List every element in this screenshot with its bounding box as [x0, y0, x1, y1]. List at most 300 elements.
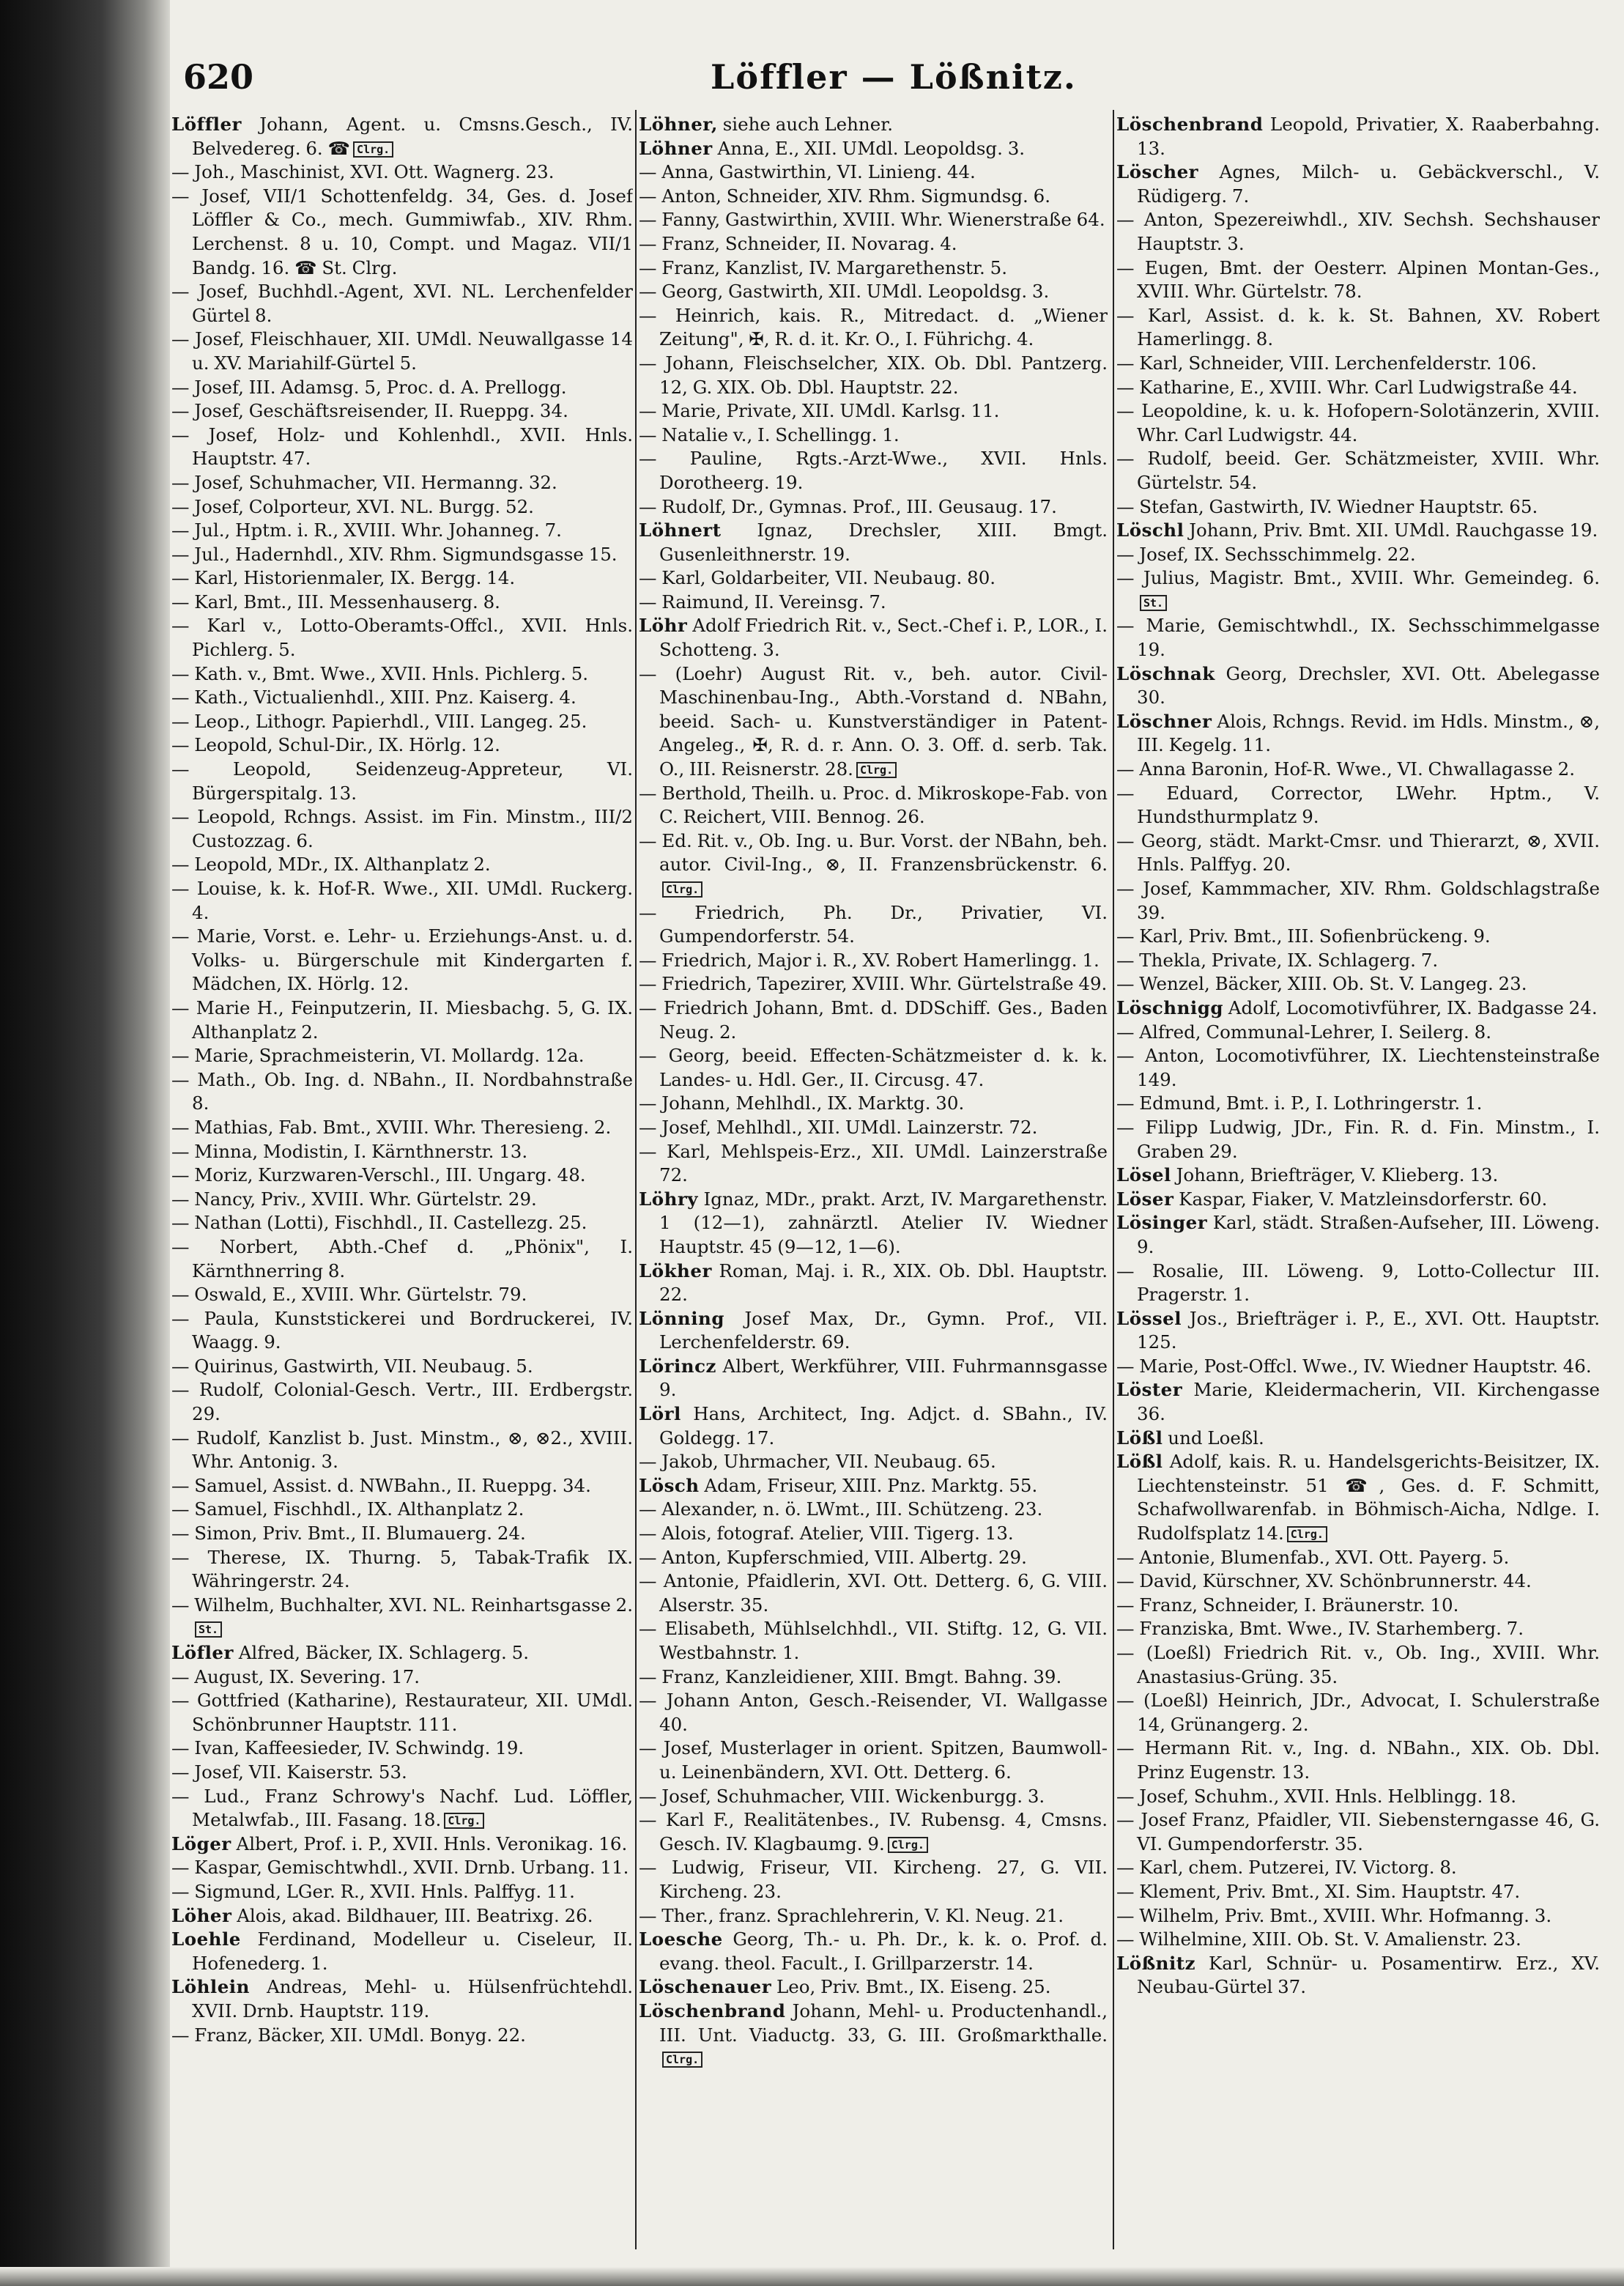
entry-text: Adam, Friseur, XIII. Pnz. Marktg. 55. [704, 1474, 1038, 1496]
entry-text: — (Loeßl) Friedrich Rit. v., Ob. Ing., XVIII. Whr. Anastasius-Grüng. 35. [1116, 1642, 1600, 1687]
directory-entry [171, 591, 633, 615]
entry-text: — Wilhelm, Priv. Bmt., XVIII. Whr. Hofmanng. 3. [1116, 1904, 1552, 1926]
entry-text: — Marie, Gemischtwhdl., IX. Sechsschimmelgasse 19. [1116, 615, 1600, 661]
directory-entry [639, 495, 1108, 519]
directory-entry [639, 1450, 1108, 1474]
directory-entry [171, 1904, 633, 1928]
entry-text: — Karl, Assist. d. k. k. St. Bahnen, XV. Robert Hamerlingg. 8. [1116, 304, 1600, 350]
entry-text: — Marie H., Feinputzerin, II. Miesbachg. 5, G. IX. Althanplatz 2. [171, 996, 633, 1043]
entry-text: — (Loeßl) Heinrich, JDr., Advocat, I. Schulerstraße 14, Grünangerg. 2. [1116, 1690, 1600, 1735]
entry-surname: Löhner [639, 137, 713, 159]
directory-entry [171, 1474, 633, 1498]
entry-text: Andreas, Mehl- u. Hülsenfrüchtehdl. XVII. Drnb. Hauptstr. 119. [192, 1976, 633, 2021]
entry-text: Alois, Rchngs. Revid. im Hdls. Minstm., ⊗, III. Kegelg. 11. [1137, 710, 1600, 756]
directory-entry [1116, 1689, 1600, 1736]
directory-entry [171, 1164, 633, 1188]
entry-text: — Filipp Ludwig, JDr., Fin. R. d. Fin. Minstm., I. Graben 29. [1116, 1116, 1600, 1162]
directory-entry [1116, 1307, 1600, 1355]
directory-entry [1116, 925, 1600, 949]
directory-entry [1116, 1569, 1600, 1594]
entry-text: — Karl, Schneider, VIII. Lerchenfelderstr. 106. [1116, 352, 1537, 374]
entry-surname: Löger [171, 1832, 231, 1854]
directory-entry [1116, 710, 1600, 758]
entry-text: Hans, Architect, Ing. Adjct. d. SBahn., IV. Goldegg. 17. [659, 1403, 1108, 1449]
entry-text: — August, IX. Severing. 17. [171, 1665, 420, 1687]
directory-entry [639, 1259, 1108, 1307]
entry-text: — Antonie, Pfaidlerin, XVI. Ott. Detterg. 6, G. VIII. Alserstr. 35. [639, 1570, 1108, 1616]
entry-text: Johann, Briefträger, V. Klieberg. 13. [1176, 1164, 1499, 1186]
entry-text: — Josef, Colporteur, XVI. NL. Burgg. 52. [171, 495, 534, 517]
entry-text: — Josef Franz, Pfaidler, VII. Siebensterngasse 46, G. VI. Gumpendorferstr. 35. [1116, 1809, 1600, 1854]
entry-text: — Leopold, Rchngs. Assist. im Fin. Minstm., III/2 Custozzag. 6. [171, 806, 633, 851]
entry-text: — Raimund, II. Vereinsg. 7. [639, 591, 886, 613]
page-header [183, 57, 1604, 108]
directory-entry [1116, 160, 1600, 208]
entry-text: — Johann, Fleischselcher, XIX. Ob. Dbl. Pantzerg. 12, G. XIX. Ob. Dbl. Hauptstr. 22. [639, 352, 1108, 398]
entry-text: — Rosalie, III. Löweng. 9, Lotto-Collectur III. Pragerstr. 1. [1116, 1259, 1600, 1306]
directory-entry [639, 1546, 1108, 1570]
entry-text: — Ludwig, Friseur, VII. Kircheng. 27, G. VII. Kircheng. 23. [639, 1857, 1108, 1902]
directory-entry [171, 113, 633, 160]
directory-entry [639, 113, 1108, 137]
entry-text: — Hermann Rit. v., Ing. d. NBahn., XIX. Ob. Dbl. Prinz Eugenstr. 13. [1116, 1737, 1600, 1783]
directory-entry [1116, 208, 1600, 256]
directory-entry [171, 805, 633, 853]
column-3 [1116, 113, 1600, 2252]
entry-surname: Löschenbrand [639, 2000, 786, 2021]
entry-text: — Fanny, Gastwirthin, XVIII. Whr. Wienerstraße 64. [639, 209, 1105, 231]
entry-surname: Loehle [171, 1928, 241, 1950]
entry-text: — Franz, Kanzlist, IV. Margarethenstr. 5. [639, 256, 1007, 278]
directory-entry [639, 1665, 1108, 1690]
entry-surname: Löhnert [639, 519, 722, 541]
directory-entry [639, 566, 1108, 591]
directory-entry [1116, 1617, 1600, 1641]
directory-entry [1116, 1880, 1600, 1904]
entry-text: — Minna, Modistin, I. Kärnthnerstr. 13. [171, 1140, 528, 1162]
entry-text: — Ivan, Kaffeesieder, IV. Schwindg. 19. [171, 1737, 524, 1759]
directory-entry [171, 1880, 633, 1904]
entry-text: — Anna, Gastwirthin, VI. Linieng. 44. [639, 161, 976, 183]
directory-entry [639, 1808, 1108, 1856]
entry-text: — Wilhelmine, XIII. Ob. St. V. Amalienstr. 23. [1116, 1928, 1521, 1950]
entry-surname: Lörl [639, 1403, 681, 1425]
directory-entry [171, 1355, 633, 1379]
directory-entry [639, 1498, 1108, 1522]
entry-text: Marie, Kleidermacherin, VII. Kirchengasse 36. [1137, 1379, 1600, 1425]
entry-text: — Rudolf, beeid. Ger. Schätzmeister, XVIII. Whr. Gürtelstr. 54. [1116, 448, 1600, 493]
entry-text: — Marie, Post-Offcl. Wwe., IV. Wiedner Hauptstr. 46. [1116, 1355, 1592, 1377]
directory-entry [639, 614, 1108, 662]
entry-text: — Johann Anton, Gesch.-Reisender, VI. Wallgasse 40. [639, 1690, 1108, 1735]
directory-entry [1116, 304, 1600, 352]
directory-entry [1116, 1785, 1600, 1809]
entry-text: Leopold, Privatier, X. Raaberbahng. 13. [1137, 114, 1600, 159]
entry-text: und Loeßl. [1168, 1427, 1264, 1449]
directory-entry [639, 519, 1108, 566]
directory-entry [639, 1785, 1108, 1809]
directory-entry [639, 1355, 1108, 1402]
entry-text: — Anna Baronin, Hof-R. Wwe., VI. Chwallagasse 2. [1116, 758, 1576, 780]
entry-text: — Eugen, Bmt. der Oesterr. Alpinen Montan-Ges., XVIII. Whr. Gürtelstr. 78. [1116, 256, 1600, 303]
entry-text: — Karl, Bmt., III. Messenhauserg. 8. [171, 591, 500, 613]
directory-entry [1116, 256, 1600, 304]
entry-text: — Sigmund, LGer. R., XVII. Hnls. Palffyg. 11. [171, 1880, 575, 1902]
entry-text: — Antonie, Blumenfab., XVI. Ott. Payerg. 5. [1116, 1546, 1510, 1568]
entry-surname: Löschenauer [639, 1976, 772, 1998]
directory-entry [171, 1235, 633, 1283]
directory-entry [1116, 543, 1600, 567]
directory-entry [639, 185, 1108, 209]
directory-entry [639, 2000, 1108, 2071]
directory-entry [1116, 1259, 1600, 1307]
directory-entry [171, 733, 633, 758]
entry-text: — Ther., franz. Sprachlehrerin, V. Kl. Neug. 21. [639, 1904, 1064, 1926]
entry-text: — Kath., Victualienhdl., XIII. Pnz. Kaiserg. 4. [171, 687, 576, 709]
entry-surname: Löschnak [1116, 662, 1215, 684]
entry-text: — Pauline, Rgts.-Arzt-Wwe., XVII. Hnls. Dorotheerg. 19. [639, 448, 1108, 493]
entry-text: — Franz, Bäcker, XII. UMdl. Bonyg. 22. [171, 2024, 526, 2046]
directory-entry [1116, 662, 1600, 710]
entry-text: — Josef, VII/1 Schottenfeldg. 34, Ges. d. Josef Löffler & Co., mech. Gummiwfab., XIV. Rhm. Lerchenst. 8 u. 10, Compt. und Magaz. VII/1 Bandg. 16. ☎ St. Clrg. [171, 185, 633, 278]
entry-surname: Löffler [171, 114, 242, 135]
entry-text: Georg, Th.- u. Ph. Dr., k. k. o. Prof. d. evang. theol. Facult., I. Grillparzerstr. 14. [659, 1928, 1108, 1974]
directory-entry [171, 1761, 633, 1785]
directory-entry [639, 901, 1108, 949]
entry-text: — Leopold, MDr., IX. Althanplatz 2. [171, 854, 491, 876]
directory-entry [1116, 495, 1600, 519]
directory-entry [639, 1928, 1108, 1975]
directory-entry [1116, 352, 1600, 376]
directory-entry [1116, 566, 1600, 614]
entry-text: Karl, städt. Straßen-Aufseher, III. Löweng. 9. [1137, 1212, 1600, 1257]
directory-entry [171, 2024, 633, 2048]
entry-text: — Joh., Maschinist, XVI. Ott. Wagnerg. 23. [171, 161, 555, 183]
directory-entry [171, 1283, 633, 1307]
entry-text: — Marie, Sprachmeisterin, VI. Mollardg. 12a. [171, 1045, 585, 1067]
entry-text: — Alexander, n. ö. LWmt., III. Schützeng. 23. [639, 1498, 1043, 1520]
directory-entry [1116, 1641, 1600, 1689]
entry-text: — Jul., Hadernhdl., XIV. Rhm. Sigmundsgasse 15. [171, 543, 618, 565]
directory-entry [171, 1832, 633, 1857]
entry-text: Anna, E., XII. UMdl. Leopoldsg. 3. [717, 137, 1026, 159]
directory-entry [171, 399, 633, 423]
entry-text: — Elisabeth, Mühlselchhdl., VII. Stiftg. 12, G. VII. Westbahnstr. 1. [639, 1618, 1108, 1663]
directory-entry [639, 1140, 1108, 1188]
entry-text: — Josef, Kammmacher, XIV. Rhm. Goldschlagstraße 39. [1116, 878, 1600, 923]
column-1 [171, 113, 633, 2252]
directory-entry [171, 376, 633, 400]
entry-surname: Lösinger [1116, 1212, 1208, 1234]
entry-text: — Wilhelm, Buchhalter, XVI. NL. Reinhartsgasse 2. [171, 1594, 633, 1616]
directory-entry [1116, 972, 1600, 996]
entry-surname: Löhlein [171, 1976, 250, 1998]
directory-entry [171, 686, 633, 710]
directory-entry [639, 1904, 1108, 1928]
entry-text: — Georg, Gastwirth, XII. UMdl. Leopoldsg. 3. [639, 281, 1050, 303]
entry-text: — Simon, Priv. Bmt., II. Blumauerg. 24. [171, 1523, 526, 1545]
directory-entry [639, 1689, 1108, 1736]
directory-entry [1116, 758, 1600, 782]
entry-text: Ferdinand, Modelleur u. Ciseleur, II. Hofenederg. 1. [192, 1928, 633, 1974]
entry-text: — Kaspar, Gemischtwhdl., XVII. Drnb. Urbang. 11. [171, 1857, 629, 1879]
entry-text: Albert, Prof. i. P., XVII. Hnls. Veronikag. 16. [236, 1832, 628, 1854]
entry-text: — Oswald, E., XVIII. Whr. Gürtelstr. 79. [171, 1284, 527, 1306]
directory-entry [1116, 113, 1600, 160]
directory-entry [639, 972, 1108, 996]
directory-entry [1116, 877, 1600, 925]
directory-entry [1116, 447, 1600, 495]
entry-text: — Samuel, Assist. d. NWBahn., II. Rueppg. 34. [171, 1474, 591, 1496]
directory-entry [171, 1498, 633, 1522]
directory-entry [171, 328, 633, 375]
entry-text: — Josef, Schuhmacher, VIII. Wickenburgg. 3. [639, 1785, 1045, 1807]
entry-text: — Anton, Locomotivführer, IX. Liechtensteinstraße 149. [1116, 1045, 1600, 1090]
directory-entry [1116, 1427, 1600, 1451]
directory-entry [639, 1569, 1108, 1617]
entry-text: — Friedrich, Major i. R., XV. Robert Hamerlingg. 1. [639, 949, 1100, 971]
directory-entry [171, 1689, 633, 1736]
directory-entry [639, 1116, 1108, 1140]
entry-text: — Josef, Geschäftsreisender, II. Rueppg. 34. [171, 400, 568, 422]
entry-surname: Lösch [639, 1474, 700, 1496]
directory-entry [171, 1044, 633, 1068]
directory-entry [639, 1044, 1108, 1092]
entry-surname: Löher [171, 1904, 232, 1926]
directory-entry [639, 1092, 1108, 1116]
directory-entry [639, 137, 1108, 161]
entry-surname: Lösel [1116, 1164, 1171, 1186]
directory-entry [639, 399, 1108, 423]
entry-text: — Josef, VII. Kaiserstr. 53. [171, 1761, 407, 1783]
directory-entry [639, 280, 1108, 304]
directory-entry [639, 949, 1108, 973]
entry-text: — Kath. v., Bmt. Wwe., XVII. Hnls. Pichlerg. 5. [171, 662, 589, 684]
directory-entry [1116, 1904, 1600, 1928]
entry-text: — Jakob, Uhrmacher, VII. Neubaug. 65. [639, 1451, 996, 1473]
directory-entry [1116, 1092, 1600, 1116]
entry-badge: Clrg. [353, 141, 393, 158]
directory-entry [171, 1665, 633, 1690]
entry-text: Ignaz, Drechsler, XIII. Bmgt. Gusenleithnerstr. 19. [659, 519, 1108, 565]
entry-text: — Georg, städt. Markt-Cmsr. und Thierarzt, ⊗, XVII. Hnls. Palffyg. 20. [1116, 829, 1600, 876]
directory-entry [639, 1736, 1108, 1784]
directory-entry [639, 1474, 1108, 1498]
entry-text: — Josef, IX. Sechsschimmelg. 22. [1116, 543, 1416, 565]
entry-surname: Lökher [639, 1259, 712, 1281]
directory-entry [639, 1522, 1108, 1546]
entry-text: — Julius, Magistr. Bmt., XVIII. Whr. Gemeindeg. 6. [1116, 567, 1600, 589]
directory-entry [639, 829, 1108, 901]
entry-text: — (Loehr) August Rit. v., beh. autor. Civil-Maschinenbau-Ing., Abth.-Vorstand d. NBahn, beeid. Sach- u. Kunstverständiger in Patent-Angeleg., ✠, R. d. r. Ann. O. 3. Off. d. serb. Tak. O., III. Reisnerstr. 28. [639, 662, 1108, 780]
entry-surname: Lörincz [639, 1355, 716, 1377]
directory-entry [171, 758, 633, 805]
entry-text: — Karl F., Realitätenbes., IV. Rubensg. 4, Cmsns. Gesch. IV. Klagbaumg. 9. [639, 1809, 1108, 1854]
book-spine-shadow [0, 0, 170, 2286]
entry-surname: Lößl [1116, 1427, 1163, 1449]
directory-entry [639, 1856, 1108, 1904]
entry-text: — Karl v., Lotto-Oberamts-Offcl., XVII. Hnls. Pichlerg. 5. [171, 615, 633, 661]
entry-text: — Klement, Priv. Bmt., XI. Sim. Hauptstr. 47. [1116, 1880, 1521, 1902]
entry-text: Adolf, kais. R. u. Handelsgerichts-Beisitzer, IX. Liechtensteinstr. 51 ☎, Ges. d. F. Schmitt, Schafwollwarenfab. in Böhmisch-Aicha, Ndlge. I. Rudolfsplatz 14. [1137, 1451, 1600, 1545]
directory-entry [1116, 1378, 1600, 1426]
entry-surname: Löhr [639, 615, 688, 637]
directory-entry [1116, 949, 1600, 973]
entry-text: — Berthold, Theilh. u. Proc. d. Mikroskope-Fab. von C. Reichert, VIII. Bennog. 26. [639, 782, 1108, 828]
entry-badge: Clrg. [662, 881, 702, 898]
entry-text: — Franz, Schneider, I. Bräunerstr. 10. [1116, 1594, 1459, 1616]
directory-entry [171, 853, 633, 877]
entry-text: Leo, Priv. Bmt., IX. Eiseng. 25. [776, 1976, 1051, 1998]
entry-text: Johann, Mehl- u. Productenhandl., III. Unt. Viaductg. 33, G. III. Großmarkthalle. [659, 2000, 1108, 2046]
entry-text: siehe auch Lehner. [722, 114, 894, 135]
entry-text: — Stefan, Gastwirth, IV. Wiedner Hauptstr. 65. [1116, 495, 1538, 517]
directory-entry [639, 304, 1108, 352]
entry-text: — Rudolf, Kanzlist b. Just. Minstm., ⊗, ⊗2., XVIII. Whr. Antonig. 3. [171, 1427, 633, 1473]
entry-text: — Karl, Historienmaler, IX. Bergg. 14. [171, 567, 516, 589]
page-number: 620 [183, 57, 254, 97]
directory-entry [1116, 1044, 1600, 1092]
entry-text: — Ed. Rit. v., Ob. Ing. u. Bur. Vorst. der NBahn, beh. autor. Civil-Ing., ⊗, II. Franzensbrückenstr. 6. [639, 829, 1108, 876]
entry-text: — Edmund, Bmt. i. P., I. Lothringerstr. 1. [1116, 1092, 1483, 1114]
directory-entry [1116, 996, 1600, 1021]
entry-badge: Clrg. [888, 1837, 928, 1853]
directory-entry [1116, 1928, 1600, 1952]
entry-text: — Alois, fotograf. Atelier, VIII. Tigerg. 13. [639, 1523, 1014, 1545]
entry-surname: Lönning [639, 1307, 724, 1329]
directory-entry [171, 710, 633, 734]
entry-text: — Alfred, Communal-Lehrer, I. Seilerg. 8. [1116, 1021, 1492, 1043]
directory-entry [171, 160, 633, 185]
entry-text: — Josef, Mehlhdl., XII. UMdl. Lainzerstr. 72. [639, 1116, 1038, 1138]
directory-entry [171, 1856, 633, 1880]
entry-surname: Löser [1116, 1188, 1174, 1210]
directory-entry [1116, 782, 1600, 829]
entry-text: — Leopoldine, k. u. k. Hofopern-Solotänzerin, XVIII. Whr. Carl Ludwigstr. 44. [1116, 400, 1600, 445]
entry-text: — Georg, beeid. Effecten-Schätzmeister d. k. k. Landes- u. Hdl. Ger., II. Circusg. 47. [639, 1045, 1108, 1090]
directory-entry [639, 1617, 1108, 1665]
directory-entry [171, 423, 633, 471]
entry-surname: Löster [1116, 1379, 1183, 1401]
entry-text: — Friedrich Johann, Bmt. d. DDSchiff. Ges., Baden Neug. 2. [639, 996, 1108, 1043]
directory-entry [171, 1307, 633, 1355]
entry-surname: Löschner [1116, 710, 1212, 732]
entry-text: — Paula, Kunststickerei und Bordruckerei, IV. Waagg. 9. [171, 1307, 633, 1353]
entry-surname: Löscher [1116, 161, 1199, 183]
directory-entry [1116, 1450, 1600, 1545]
directory-entry [639, 423, 1108, 448]
column-divider-1 [635, 110, 637, 2249]
entry-text: — Anton, Kupferschmied, VIII. Albertg. 29. [639, 1546, 1027, 1568]
directory-entry [639, 1307, 1108, 1355]
entry-text: — Nathan (Lotti), Fischhdl., II. Castellezg. 25. [171, 1212, 587, 1234]
entry-text: Agnes, Milch- u. Gebäckverschl., V. Rüdigerg. 7. [1137, 161, 1600, 207]
directory-entry [1116, 1164, 1600, 1188]
directory-entry [171, 1928, 633, 1975]
entry-badge: Clrg. [856, 762, 897, 778]
directory-entry [171, 1068, 633, 1116]
entry-surname: Löfler [171, 1642, 234, 1663]
directory-entry [171, 471, 633, 495]
entry-surname: Löschl [1116, 519, 1184, 541]
directory-entry [171, 543, 633, 567]
entry-text: Josef Max, Dr., Gymn. Prof., VII. Lerchenfelderstr. 69. [659, 1307, 1108, 1353]
entry-text: — Natalie v., I. Schellingg. 1. [639, 423, 900, 445]
entry-text: Karl, Schnür- u. Posamentirw. Erz., XV. Neubau-Gürtel 37. [1137, 1952, 1600, 1998]
entry-text: — Josef, Schuhmacher, VII. Hermanng. 32. [171, 471, 557, 493]
directory-entry [639, 1188, 1108, 1259]
directory-entry [171, 1116, 633, 1140]
entry-text: — Heinrich, kais. R., Mitredact. d. „Wiener Zeitung", ✠, R. d. it. Kr. O., I. Führichg. 4. [639, 304, 1108, 350]
directory-entry [639, 160, 1108, 185]
entry-text: Kaspar, Fiaker, V. Matzleinsdorferstr. 60. [1179, 1188, 1548, 1210]
entry-text: — Josef, Schuhm., XVII. Hnls. Helblingg. 18. [1116, 1785, 1517, 1807]
directory-entry [171, 614, 633, 662]
entry-surname: Lössel [1116, 1307, 1182, 1329]
entry-text: — Leopold, Schul-Dir., IX. Hörlg. 12. [171, 734, 500, 756]
directory-entry [1116, 1116, 1600, 1164]
entry-badge: Clrg. [662, 2052, 702, 2068]
directory-entry [1116, 1546, 1600, 1570]
page-bottom-edge [0, 2267, 1624, 2286]
directory-entry [171, 519, 633, 543]
entry-text: — Louise, k. k. Hof-R. Wwe., XII. UMdl. Ruckerg. 4. [171, 878, 633, 923]
entry-text: Albert, Werkführer, VIII. Fuhrmannsgasse 9. [659, 1355, 1108, 1401]
entry-text: Georg, Drechsler, XVI. Ott. Abelegasse 30. [1137, 662, 1600, 709]
directory-entry [639, 352, 1108, 399]
entry-text: — Nancy, Priv., XVIII. Whr. Gürtelstr. 29. [171, 1188, 537, 1210]
entry-text: Adolf, Locomotivführer, IX. Badgasse 24. [1228, 996, 1598, 1018]
page-title: Löffler — Lößnitz. [711, 57, 1077, 97]
entry-text: — David, Kürschner, XV. Schönbrunnerstr. 44. [1116, 1570, 1532, 1592]
entry-badge: St. [195, 1621, 222, 1638]
entry-text: — Friedrich, Tapezirer, XVIII. Whr. Gürtelstraße 49. [639, 973, 1108, 995]
entry-text: — Franz, Kanzleidiener, XIII. Bmgt. Bahng. 39. [639, 1665, 1062, 1687]
directory-entry [171, 996, 633, 1044]
directory-entry [171, 1546, 633, 1594]
directory-entry [171, 1211, 633, 1235]
directory-entry [639, 996, 1108, 1044]
directory-entry [171, 1188, 633, 1212]
entry-text: — Franz, Schneider, II. Novarag. 4. [639, 232, 957, 254]
entry-text: — Rudolf, Dr., Gymnas. Prof., III. Geusaug. 17. [639, 495, 1057, 517]
entry-surname: Löhner, [639, 114, 718, 135]
directory-entry [639, 1402, 1108, 1450]
directory-entry [1116, 519, 1600, 543]
entry-text: — Lud., Franz Schrowy's Nachf. Lud. Löffler, Metalwfab., III. Fasang. 18. [171, 1785, 633, 1831]
entry-text: Johann, Agent. u. Cmsns.Gesch., IV. Belvedereg. 6. ☎ [192, 114, 633, 159]
directory-entry [639, 782, 1108, 829]
entry-text: — Eduard, Corrector, LWehr. Hptm., V. Hundsthurmplatz 9. [1116, 782, 1600, 828]
directory-entry [171, 1378, 633, 1426]
entry-text: — Josef, III. Adamsg. 5, Proc. d. A. Prellogg. [171, 376, 567, 398]
entry-text: — Moriz, Kurzwaren-Verschl., III. Ungarg. 48. [171, 1164, 586, 1186]
entry-text: — Johann, Mehlhdl., IX. Marktg. 30. [639, 1092, 965, 1114]
entry-badge: Clrg. [444, 1813, 484, 1829]
entry-text: — Karl, chem. Putzerei, IV. Victorg. 8. [1116, 1857, 1457, 1879]
entry-text: — Samuel, Fischhdl., IX. Althanplatz 2. [171, 1498, 524, 1520]
entry-text: Johann, Priv. Bmt. XII. UMdl. Rauchgasse 19. [1189, 519, 1598, 541]
directory-entry [171, 925, 633, 996]
entry-surname: Löhry [639, 1188, 699, 1210]
directory-entry [171, 280, 633, 328]
entry-surname: Loesche [639, 1928, 723, 1950]
directory-entry [171, 877, 633, 925]
directory-entry [639, 256, 1108, 281]
entry-text: Ignaz, MDr., prakt. Arzt, IV. Margarethenstr. 1 (12—1), zahnärztl. Atelier IV. Wiedner Hauptstr. 45 (9—12, 1—6). [659, 1188, 1108, 1257]
column-2 [639, 113, 1108, 2252]
entry-text: — Anton, Schneider, XIV. Rhm. Sigmundsg. 6. [639, 185, 1051, 207]
